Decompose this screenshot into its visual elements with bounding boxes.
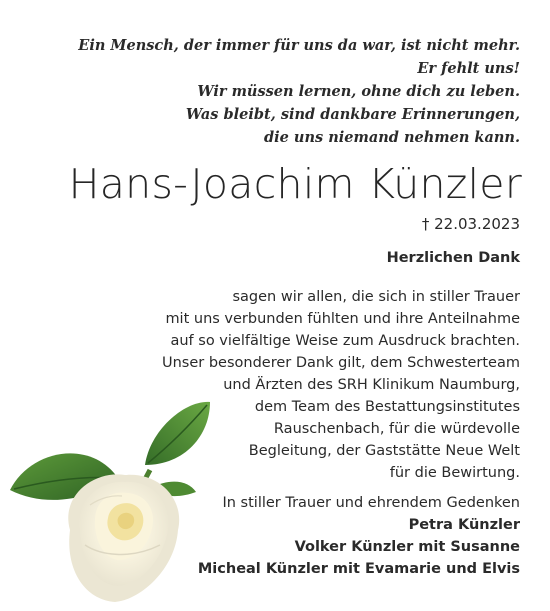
poem-line: Wir müssen lernen, ohne dich zu leben. <box>197 83 520 100</box>
poem-line: Ein Mensch, der immer für uns da war, ist nicht mehr. <box>78 37 520 54</box>
poem <box>78 34 520 149</box>
rose-bloom <box>68 474 179 602</box>
white-rose-image <box>0 380 240 611</box>
mourner-name: Micheal Künzler mit Evamarie und Elvis <box>197 561 520 577</box>
mourner-name: Volker Künzler mit Susanne <box>294 539 520 555</box>
poem-line: Was bleibt, sind dankbare Erinnerungen, <box>185 106 520 123</box>
deceased-name: Hans-Joachim Künzler <box>68 160 522 208</box>
poem-line: Er fehlt uns! <box>417 60 520 77</box>
thanks-line: mit uns verbunden fühlten und ihre Anteilnahme <box>165 311 520 327</box>
signoff <box>198 492 520 580</box>
thanks-line: für die Bewirtung. <box>389 465 520 481</box>
thanks-line: sagen wir allen, die sich in stiller Trauer <box>232 289 520 305</box>
thanks-heading: Herzlichen Dank <box>386 250 520 266</box>
thanks-line: und Ärzten des SRH Klinikum Naumburg, <box>223 377 520 393</box>
poem-line: die uns niemand nehmen kann. <box>263 129 520 146</box>
death-date: † 22.03.2023 <box>421 215 520 233</box>
signoff-intro: In stiller Trauer und ehrendem Gedenken <box>222 495 520 511</box>
thanks-line: auf so vielfältige Weise zum Ausdruck brachten. <box>170 333 520 349</box>
thanks-line: dem Team des Bestattungsinstitutes <box>254 399 520 415</box>
thanks-line: Unser besonderer Dank gilt, dem Schwesterteam <box>161 355 520 371</box>
thanks-line: Begleitung, der Gaststätte Neue Welt <box>248 443 520 459</box>
leaf-right <box>145 402 210 465</box>
mourner-name: Petra Künzler <box>408 517 520 533</box>
thanks-line: Rauschenbach, für die würdevolle <box>273 421 520 437</box>
